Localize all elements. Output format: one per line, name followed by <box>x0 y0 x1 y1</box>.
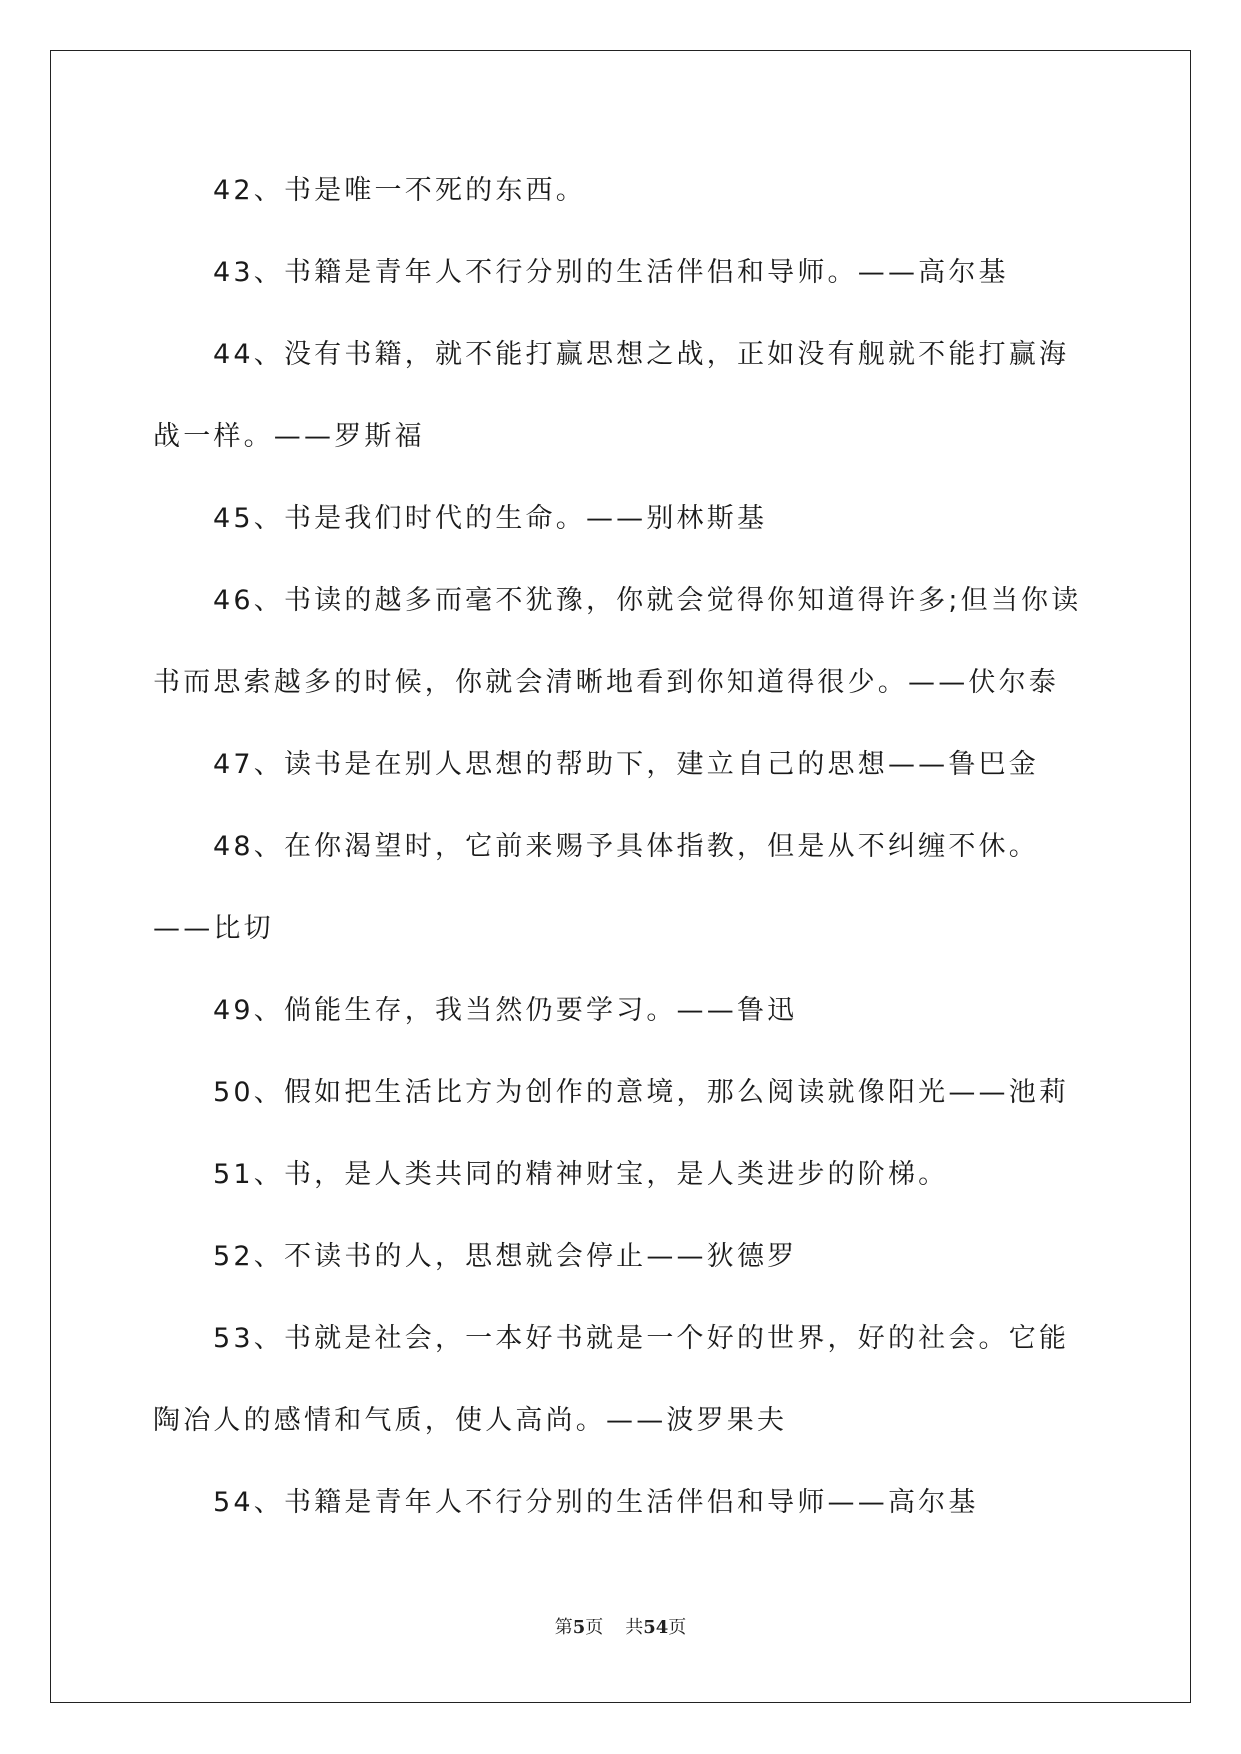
page-footer <box>0 1613 1241 1639</box>
quote-paragraph-46: 46、书读的越多而毫不犹豫，你就会觉得你知道得许多;但当你读书而思索越多的时候，你就会清晰地看到你知道得很少。——伏尔泰 <box>153 585 1082 698</box>
quote-paragraph-49: 49、倘能生存，我当然仍要学习。——鲁迅 <box>213 995 798 1026</box>
quote-paragraph-50: 50、假如把生活比方为创作的意境，那么阅读就像阳光——池莉 <box>213 1077 1070 1108</box>
total-prefix: 共 <box>625 1617 644 1638</box>
total-pages: 54 <box>643 1617 669 1638</box>
total-suffix: 页 <box>668 1617 687 1638</box>
quote-paragraph-54: 54、书籍是青年人不行分别的生活伴侣和导师——高尔基 <box>213 1487 979 1518</box>
quote-paragraph-53: 53、书就是社会，一本好书就是一个好的世界，好的社会。它能陶冶人的感情和气质，使人高尚。——波罗果夫 <box>153 1323 1070 1436</box>
quote-paragraph-43: 43、书籍是青年人不行分别的生活伴侣和导师。——高尔基 <box>213 257 1009 288</box>
quote-paragraph-52: 52、不读书的人，思想就会停止——狄德罗 <box>213 1241 798 1272</box>
quote-paragraph-48: 48、在你渴望时，它前来赐予具体指教，但是从不纠缠不休。——比切 <box>153 831 1039 944</box>
page-number: 5 <box>572 1617 586 1638</box>
quote-paragraph-51: 51、书，是人类共同的精神财宝，是人类进步的阶梯。 <box>213 1159 949 1190</box>
document-body <box>153 150 1083 1544</box>
page-suffix: 页 <box>585 1617 604 1638</box>
quote-paragraph-45: 45、书是我们时代的生命。——别林斯基 <box>213 503 768 534</box>
quote-paragraph-42: 42、书是唯一不死的东西。 <box>213 175 586 206</box>
quote-paragraph-47: 47、读书是在别人思想的帮助下，建立自己的思想——鲁巴金 <box>213 749 1039 780</box>
page-prefix: 第 <box>554 1617 573 1638</box>
quote-paragraph-44: 44、没有书籍，就不能打赢思想之战，正如没有舰就不能打赢海战一样。——罗斯福 <box>153 339 1070 452</box>
